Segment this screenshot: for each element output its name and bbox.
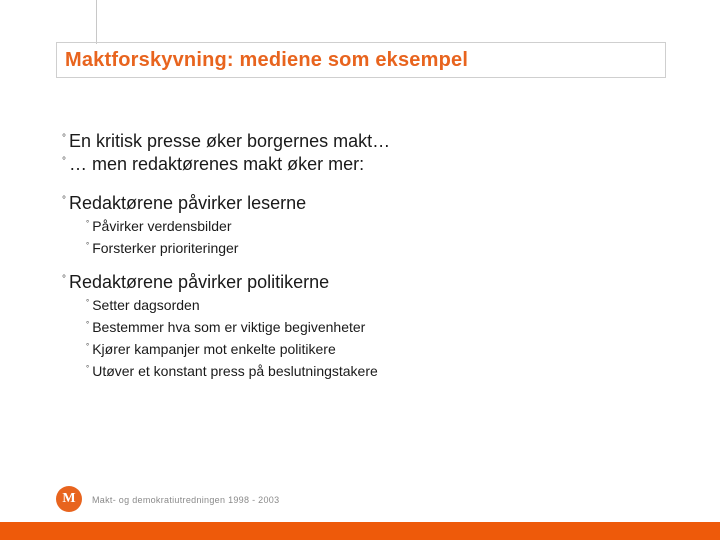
sub-bullet-text: Bestemmer hva som er viktige begivenheter <box>92 319 366 335</box>
bullet-icon: ° <box>62 133 66 144</box>
slide-content <box>62 130 682 382</box>
bullet-line <box>62 130 682 153</box>
footer-text: Makt- og demokratiutredningen 1998 - 2003 <box>92 495 280 505</box>
sub-bullet-text: Utøver et konstant press på beslutningstakere <box>92 363 378 379</box>
section-heading-text: Redaktørene påvirker leserne <box>69 193 307 213</box>
bullet-line <box>62 153 682 176</box>
bullet-icon: ° <box>86 342 90 351</box>
section-heading-text: Redaktørene påvirker politikerne <box>69 272 330 292</box>
sub-bullet <box>62 316 682 338</box>
sub-bullet <box>62 215 682 237</box>
title-box <box>56 42 666 78</box>
sub-bullet <box>62 237 682 259</box>
sub-bullet <box>62 294 682 316</box>
bullet-text: En kritisk presse øker borgernes makt… <box>69 131 391 151</box>
bottom-accent-bar <box>0 522 720 540</box>
bullet-icon: ° <box>62 274 66 285</box>
sub-bullet-text: Setter dagsorden <box>92 297 200 313</box>
sub-bullet-text: Forsterker prioriteringer <box>92 240 239 256</box>
bullet-text: … men redaktørenes makt øker mer: <box>69 154 365 174</box>
bullet-icon: ° <box>86 364 90 373</box>
section-heading <box>62 271 682 294</box>
bullet-icon: ° <box>86 219 90 228</box>
section-heading <box>62 192 682 215</box>
sub-bullet-text: Påvirker verdensbilder <box>92 218 232 234</box>
logo-icon <box>56 486 82 512</box>
bullet-icon: ° <box>62 156 66 167</box>
slide-title: Maktforskyvning: mediene som eksempel <box>65 48 469 71</box>
sub-bullet <box>62 360 682 382</box>
bullet-icon: ° <box>62 195 66 206</box>
sub-bullet <box>62 338 682 360</box>
bullet-icon: ° <box>86 320 90 329</box>
logo-letter: M <box>62 491 76 506</box>
sub-bullet-text: Kjører kampanjer mot enkelte politikere <box>92 341 336 357</box>
bullet-icon: ° <box>86 298 90 307</box>
bullet-icon: ° <box>86 241 90 250</box>
divider-line <box>96 0 97 44</box>
